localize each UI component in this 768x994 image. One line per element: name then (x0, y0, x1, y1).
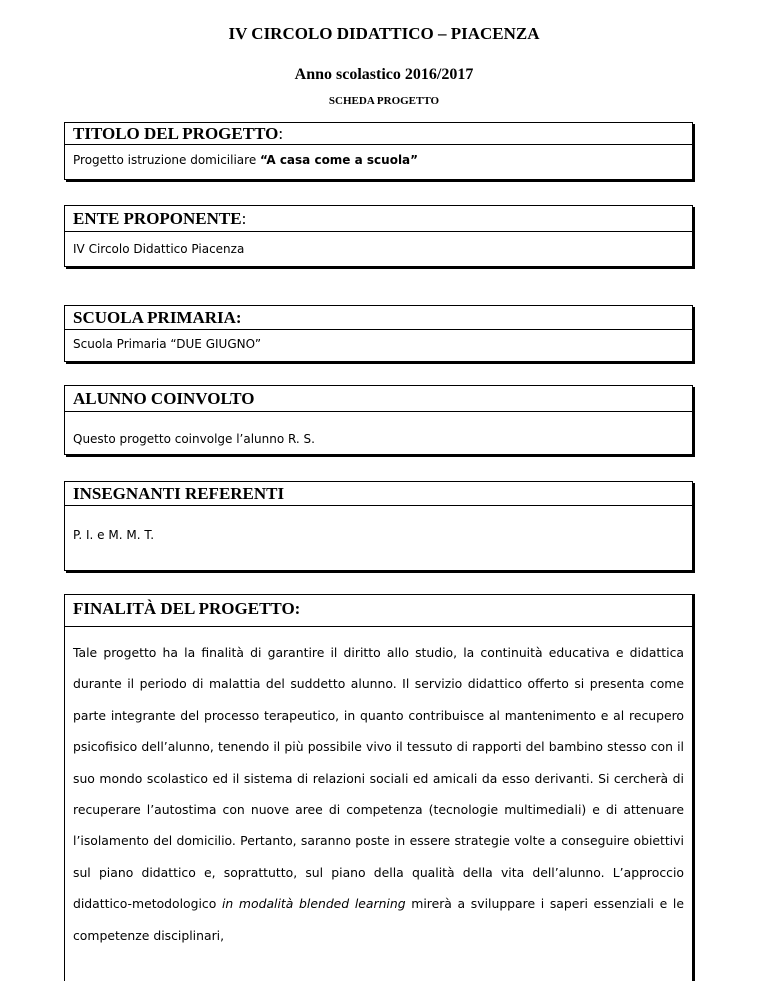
finalita-italic: in modalità blended learning (221, 896, 406, 912)
finalita-label: FINALITÀ DEL PROGETTO: (65, 595, 692, 627)
titolo-value: Progetto istruzione domiciliare “A casa come a scuola” (73, 153, 419, 167)
insegnanti-section (64, 481, 693, 571)
ente-value: IV Circolo Didattico Piacenza (73, 242, 245, 256)
finalita-body (65, 627, 692, 951)
insegnanti-label: INSEGNANTI REFERENTI (65, 482, 692, 506)
project-name: “A casa come a scuola” (260, 153, 419, 167)
finalita-text-end: mirerà a sviluppare i saperi essenziali e le competenze disciplinari, (73, 896, 684, 943)
alunno-label: ALUNNO COINVOLTO (65, 386, 692, 412)
alunno-section (64, 385, 693, 455)
alunno-value: Questo progetto coinvolge l’alunno R. S. (73, 432, 315, 446)
scuola-section (64, 305, 693, 362)
titolo-section (64, 122, 693, 180)
school-year-heading: Anno scolastico 2016/2017 (294, 66, 474, 83)
scuola-label: SCUOLA PRIMARIA: (65, 306, 692, 330)
doc-type-heading: SCHEDA PROGETTO (328, 95, 440, 107)
institution-heading: IV CIRCOLO DIDATTICO – PIACENZA (228, 24, 540, 43)
scuola-value: Scuola Primaria “DUE GIUGNO” (73, 337, 262, 351)
ente-section (64, 205, 693, 267)
insegnanti-value: P. I. e M. M. T. (73, 528, 155, 542)
finalita-text: Tale progetto ha la finalità di garantire il diritto allo studio, la continuità educativa e didattica durante il periodo di malattia del suddetto alunno. Il servizio didattico offerto si presenta come parte integrante del processo terapeutico, in quanto contribuisce al mantenimento e al recupero psicofisico dell’alunno, tenendo il più possibile vivo il tessuto di rapporti del bambino stesso con il suo mondo scolastico ed il sistema di relazioni sociali ed amicali da esso derivanti. Si cercherà di recuperare l’autostima con nuove aree di competenza (tecnologie multimediali) e di attenuare l’isolamento del domicilio. Pertanto, saranno poste in essere strategie volte a conseguire obiettivi sul piano didattico e, soprattutto, sul piano della qualità della vita dell’alunno. L’approccio didattico-metodologico (73, 645, 684, 912)
ente-label: ENTE PROPONENTE: (65, 206, 692, 232)
titolo-label: TITOLO DEL PROGETTO: (65, 123, 692, 145)
finalita-section (64, 594, 693, 981)
